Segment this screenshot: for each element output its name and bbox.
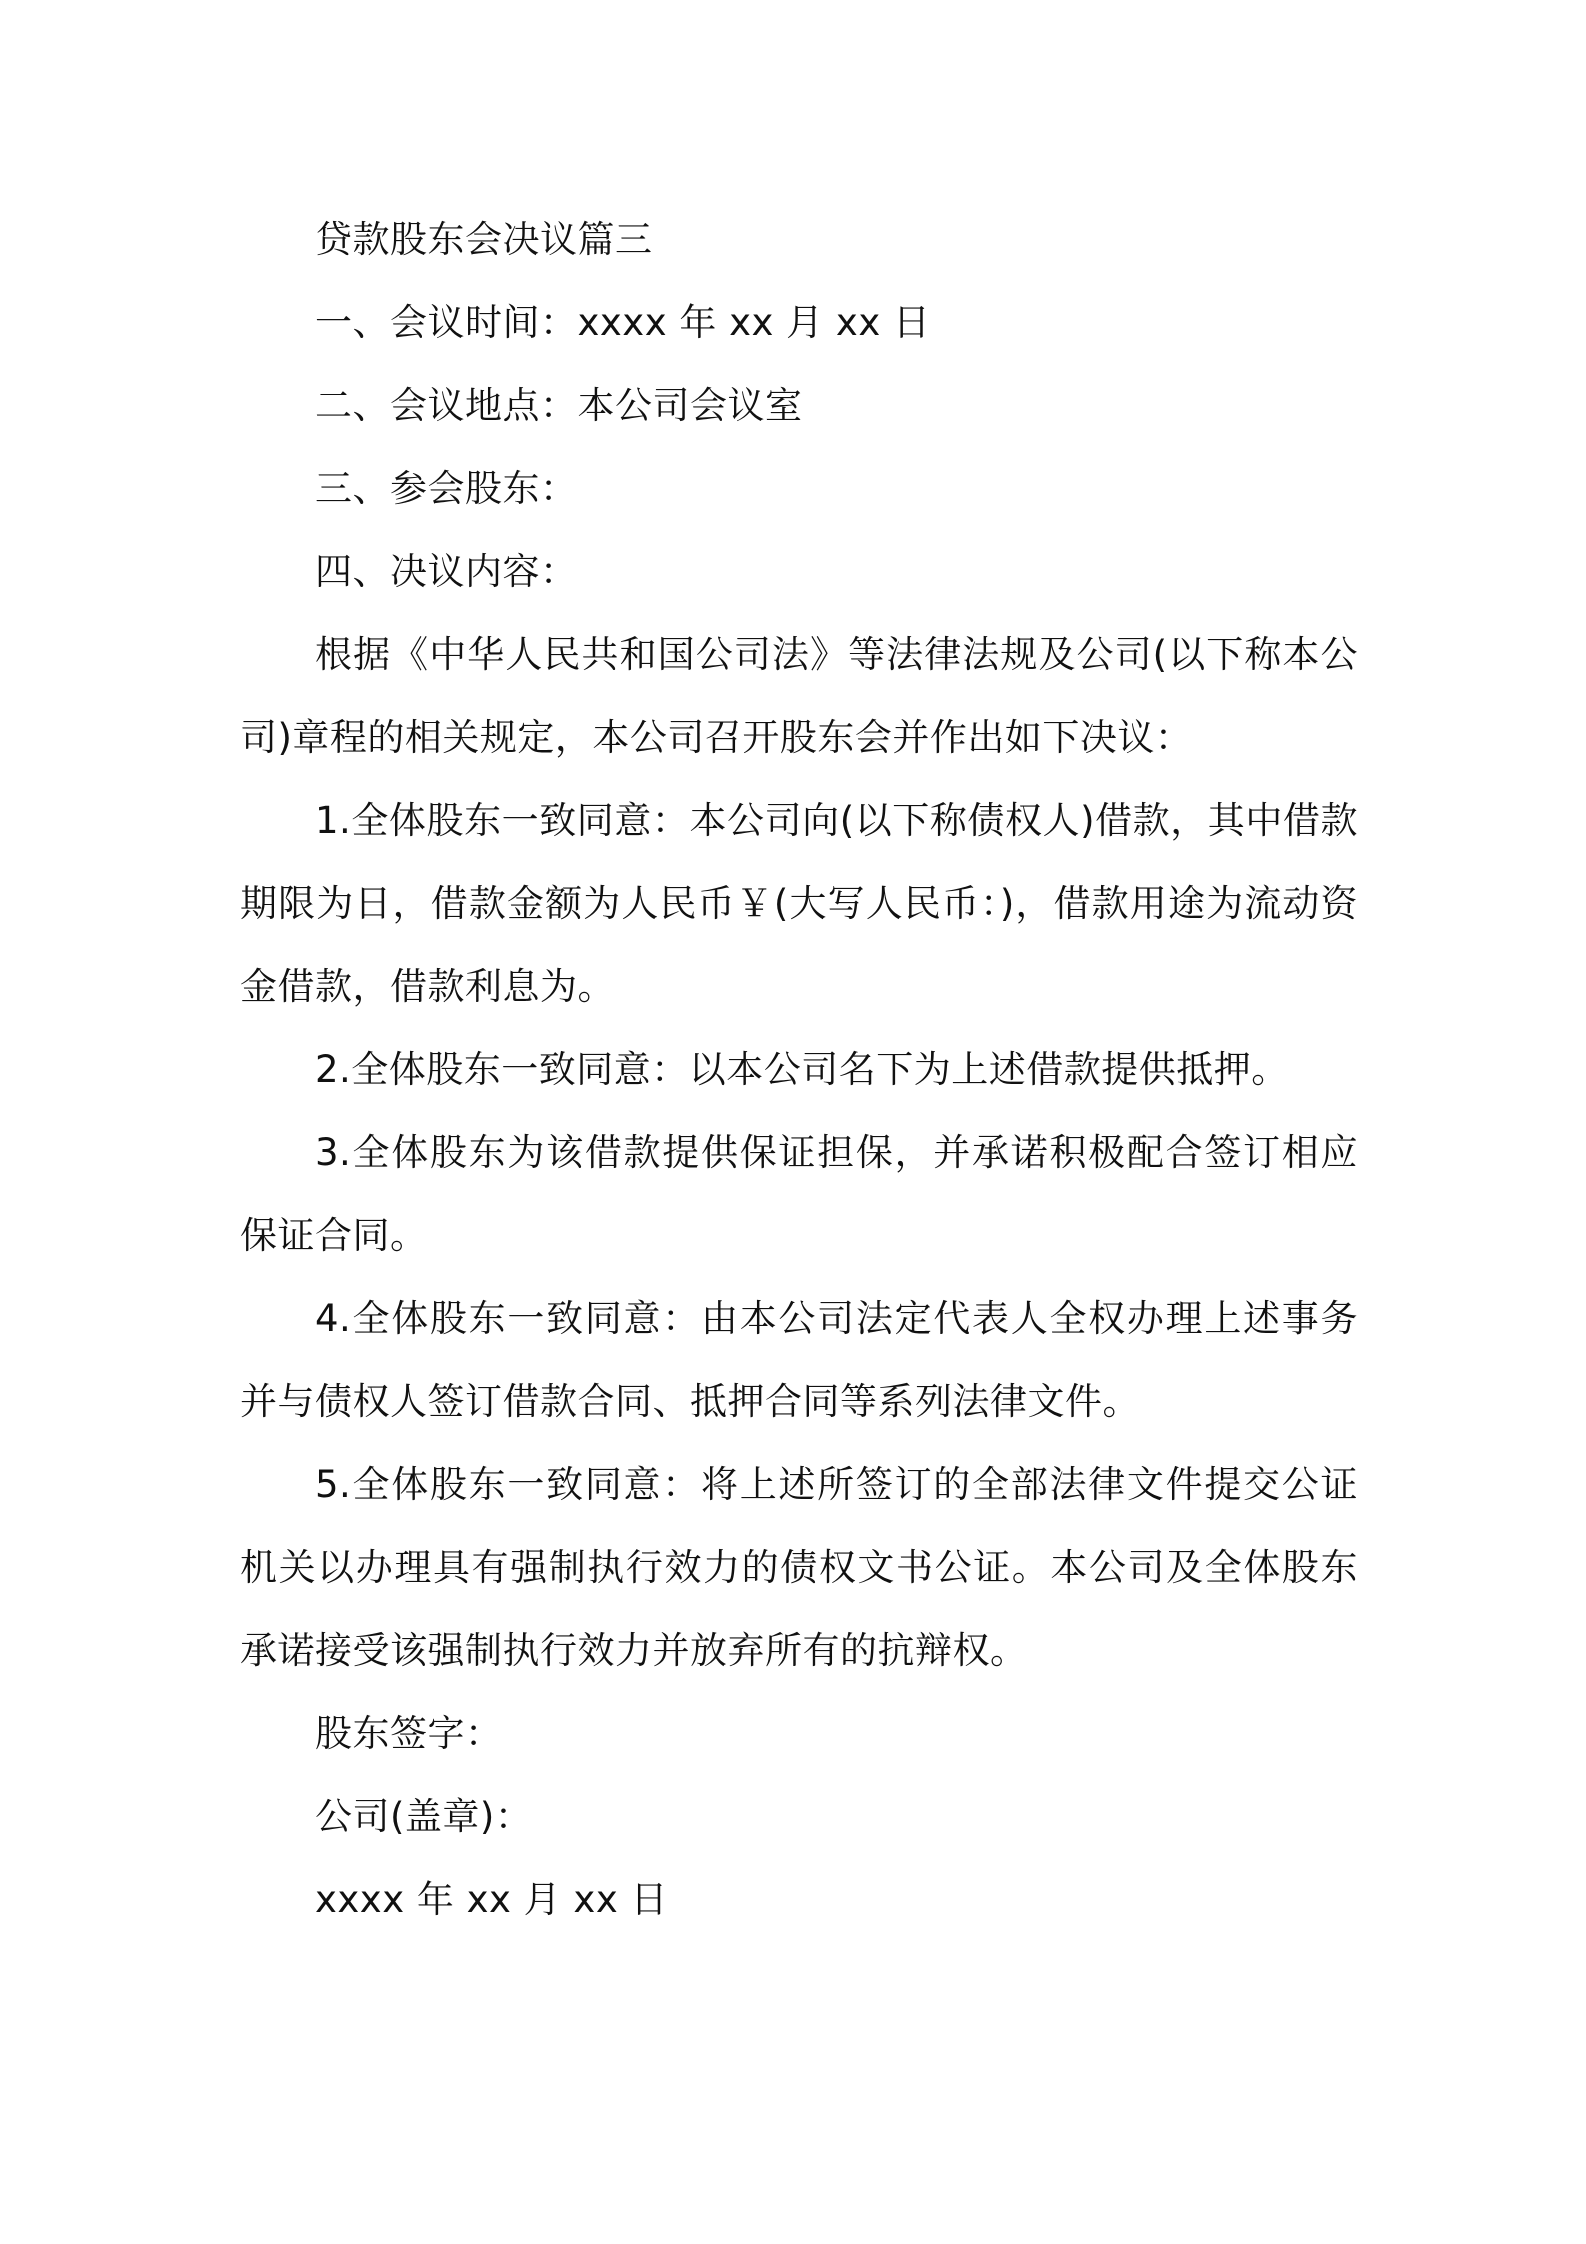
document-title: 贷款股东会决议篇三 (315, 218, 653, 261)
document-date: xxxx 年 xx 月 xx 日 (315, 1878, 668, 1921)
resolution-2: 2.全体股东一致同意：以本公司名下为上述借款提供抵押。 (315, 1048, 1289, 1091)
document-body (240, 198, 1358, 1941)
meeting-location: 二、会议地点：本公司会议室 (315, 384, 803, 427)
shareholder-signature-line: 股东签字： (315, 1712, 503, 1755)
resolution-content-heading: 四、决议内容： (315, 550, 578, 593)
intro-paragraph: 根据《中华人民共和国公司法》等法律法规及公司(以下称本公司)章程的相关规定，本公司召开股东会并作出如下决议： (240, 633, 1358, 759)
resolution-4: 4.全体股东一致同意：由本公司法定代表人全权办理上述事务并与债权人签订借款合同、抵押合同等系列法律文件。 (240, 1297, 1358, 1423)
attending-shareholders: 三、参会股东： (315, 467, 578, 510)
company-seal-line: 公司(盖章)： (315, 1795, 533, 1838)
resolution-1: 1.全体股东一致同意：本公司向(以下称债权人)借款，其中借款期限为日，借款金额为人民币￥(大写人民币：)，借款用途为流动资金借款，借款利息为。 (240, 799, 1358, 1008)
resolution-3: 3.全体股东为该借款提供保证担保，并承诺积极配合签订相应保证合同。 (240, 1131, 1358, 1257)
resolution-5: 5.全体股东一致同意：将上述所签订的全部法律文件提交公证机关以办理具有强制执行效力的债权文书公证。本公司及全体股东承诺接受该强制执行效力并放弃所有的抗辩权。 (240, 1463, 1358, 1672)
meeting-time: 一、会议时间：xxxx 年 xx 月 xx 日 (315, 301, 931, 344)
